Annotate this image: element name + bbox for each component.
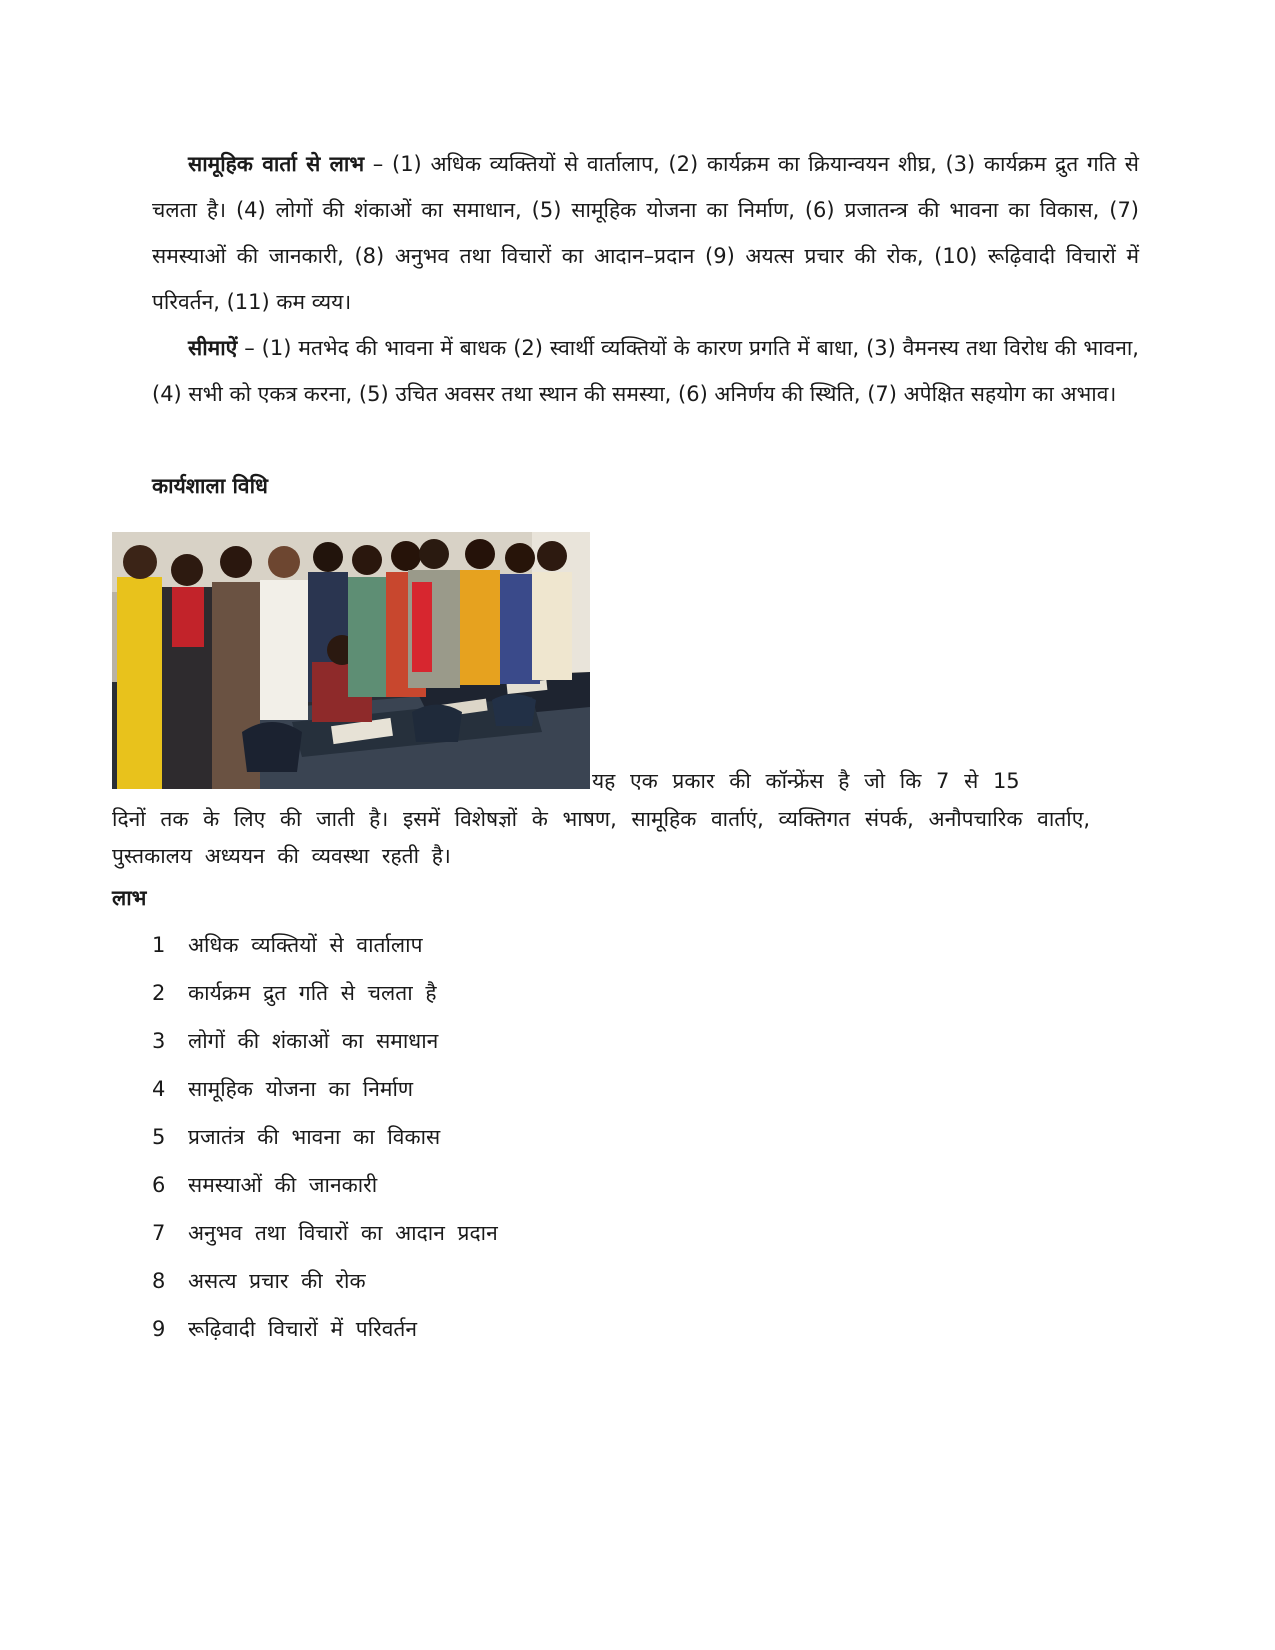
workshop-intro-first-line: यह एक प्रकार की कॉन्फ्रेंस है जो कि 7 से 15 xyxy=(592,769,1020,793)
workshop-group-photo xyxy=(112,532,590,789)
list-item-number: 9 xyxy=(152,1317,166,1341)
benefits-heading: सामूहिक वार्ता से लाभ xyxy=(188,152,365,176)
list-item xyxy=(152,930,498,978)
list-item-text: असत्य प्रचार की रोक xyxy=(188,1269,366,1293)
list-item-number: 6 xyxy=(152,1173,166,1197)
list-item-number: 2 xyxy=(152,981,166,1005)
list-item-number: 7 xyxy=(152,1221,166,1245)
list-item xyxy=(152,1266,498,1314)
limits-paragraph xyxy=(152,325,1139,417)
list-item-number: 8 xyxy=(152,1269,166,1293)
list-item-text: कार्यक्रम द्रुत गति से चलता है xyxy=(188,981,437,1005)
list-item-number: 3 xyxy=(152,1029,166,1053)
list-item-text: लोगों की शंकाओं का समाधान xyxy=(188,1029,439,1053)
list-item-text: प्रजातंत्र की भावना का विकास xyxy=(188,1125,441,1149)
workshop-heading: कार्यशाला विधि xyxy=(152,474,268,498)
list-item-text: समस्याओं की जानकारी xyxy=(188,1173,378,1197)
list-item xyxy=(152,978,498,1026)
list-item-text: अनुभव तथा विचारों का आदान प्रदान xyxy=(188,1221,498,1245)
workshop-intro-text: दिनों तक के लिए की जाती है। इसमें विशेषज्ञों के भाषण, सामूहिक वार्ताएं, व्यक्तिगत संपर्क, अनौपचारिक वार्ताए, पुस्तकालय अध्ययन की व्यवस्था रहती है। xyxy=(112,807,1090,868)
list-item-text: रूढ़िवादी विचारों में परिवर्तन xyxy=(188,1317,418,1341)
list-item xyxy=(152,1218,498,1266)
limits-heading: सीमाऐं xyxy=(188,336,238,360)
list-item-text: सामूहिक योजना का निर्माण xyxy=(188,1077,414,1101)
benefits-paragraph xyxy=(152,141,1139,325)
list-item-number: 5 xyxy=(152,1125,166,1149)
list-item-number: 1 xyxy=(152,933,166,957)
limits-text: – (1) मतभेद की भावना में बाधक (2) स्वार्थी व्यक्तियों के कारण प्रगति में बाधा, (3) वैमनस्य तथा विरोध की भावना, (4) सभी को एकत्र करना, (5) उचित अवसर तथा स्थान की समस्या, (6) अनिर्णय की स्थिति, (7) अपेक्षित सहयोग का अभाव। xyxy=(152,336,1139,406)
list-item xyxy=(152,1122,498,1170)
list-item xyxy=(152,1170,498,1218)
benefits-text: – (1) अधिक व्यक्तियों से वार्तालाप, (2) कार्यक्रम का क्रियान्वयन शीघ्र, (3) कार्यक्रम द्रुत गति से चलता है। (4) लोगों की शंकाओं का समाधान, (5) सामूहिक योजना का निर्माण, (6) प्रजातन्त्र की भावना का विकास, (7) समस्याओं की जानकारी, (8) अनुभव तथा विचारों का आदान–प्रदान (9) अयत्स प्रचार की रोक, (10) रूढ़िवादी विचारों में परिवर्तन, (11) कम व्यय। xyxy=(152,152,1139,314)
list-item-text: अधिक व्यक्तियों से वार्तालाप xyxy=(188,933,423,957)
labh-heading: लाभ xyxy=(112,886,147,910)
list-item-number: 4 xyxy=(152,1077,166,1101)
benefit-list xyxy=(152,930,498,1362)
list-item xyxy=(152,1074,498,1122)
list-item xyxy=(152,1314,498,1362)
list-item xyxy=(152,1026,498,1074)
